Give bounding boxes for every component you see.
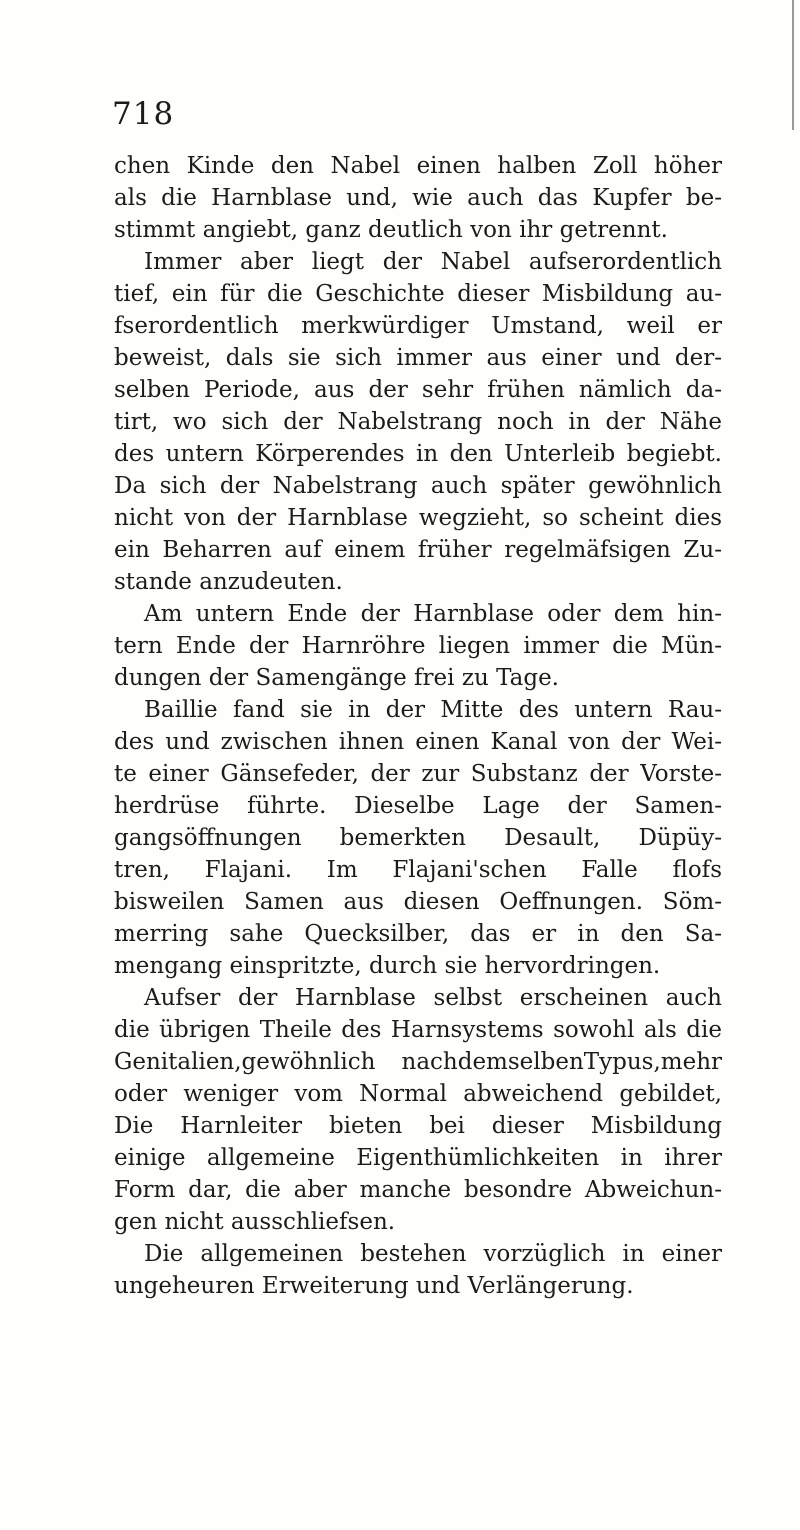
- text-line: mengang einspritzte, durch sie hervordringen.: [114, 953, 661, 979]
- text-line: te einer Gänsefeder, der zur Substanz der Vorste-: [114, 761, 722, 787]
- body-text: [114, 150, 722, 1302]
- text-line: Die allgemeinen bestehen vorzüglich in einer: [144, 1241, 722, 1267]
- page-number: 718: [112, 96, 175, 132]
- text-line: als die Harnblase und, wie auch das Kupfer be-: [114, 185, 722, 211]
- text-line: merring sahe Quecksilber, das er in den Sa-: [114, 921, 722, 947]
- text-line: bisweilen Samen aus diesen Oeffnungen. Söm-: [114, 889, 722, 915]
- text-line: tief, ein für die Geschichte dieser Misbildung au-: [114, 281, 722, 307]
- text-line: tren, Flajani. Im Flajani'schen Falle flofs: [114, 857, 722, 883]
- text-line: oder weniger vom Normal abweichend gebildet,: [114, 1081, 722, 1107]
- page-edge-divider: [792, 0, 794, 130]
- text-line: fserordentlich merkwürdiger Umstand, weil er: [114, 313, 722, 339]
- text-line: stimmt angiebt, ganz deutlich von ihr getrennt.: [114, 217, 668, 243]
- text-line: einige allgemeine Eigenthümlichkeiten in ihrer: [114, 1145, 722, 1171]
- text-line: Die Harnleiter bieten bei dieser Misbildung: [114, 1113, 722, 1139]
- text-line: Am untern Ende der Harnblase oder dem hin-: [144, 601, 722, 627]
- text-line: des untern Körperendes in den Unterleib begiebt.: [114, 441, 722, 467]
- text-line: ungeheuren Erweiterung und Verlängerung.: [114, 1273, 634, 1299]
- text-line: stande anzudeuten.: [114, 569, 343, 595]
- text-line: die übrigen Theile des Harnsystems sowohl als die: [114, 1017, 722, 1043]
- text-line: tern Ende der Harnröhre liegen immer die Mün-: [114, 633, 722, 659]
- text-line: dungen der Samengänge frei zu Tage.: [114, 665, 559, 691]
- text-line: gen nicht ausschliefsen.: [114, 1209, 396, 1235]
- text-line: selben Periode, aus der sehr frühen nämlich da-: [114, 377, 722, 403]
- text-line: beweist, dals sie sich immer aus einer und der-: [114, 345, 722, 371]
- text-line: herdrüse führte. Dieselbe Lage der Samen-: [114, 793, 722, 819]
- text-line: Genitalien,gewöhnlich nachdemselbenTypus,mehr: [114, 1049, 722, 1075]
- text-line: nicht von der Harnblase wegzieht, so scheint dies: [114, 505, 722, 531]
- text-line: Immer aber liegt der Nabel aufserordentlich: [144, 249, 722, 275]
- text-line: Form dar, die aber manche besondre Abweichun-: [114, 1177, 722, 1203]
- text-line: gangsöffnungen bemerkten Desault, Düpüy-: [114, 825, 722, 851]
- text-line: ein Beharren auf einem früher regelmäfsigen Zu-: [114, 537, 722, 563]
- text-line: Baillie fand sie in der Mitte des untern Rau-: [144, 697, 722, 723]
- text-line: Aufser der Harnblase selbst erscheinen auch: [144, 985, 722, 1011]
- text-line: chen Kinde den Nabel einen halben Zoll höher: [114, 153, 722, 179]
- text-line: des und zwischen ihnen einen Kanal von der Wei-: [114, 729, 722, 755]
- text-line: Da sich der Nabelstrang auch später gewöhnlich: [114, 473, 722, 499]
- text-line: tirt, wo sich der Nabelstrang noch in der Nähe: [114, 409, 722, 435]
